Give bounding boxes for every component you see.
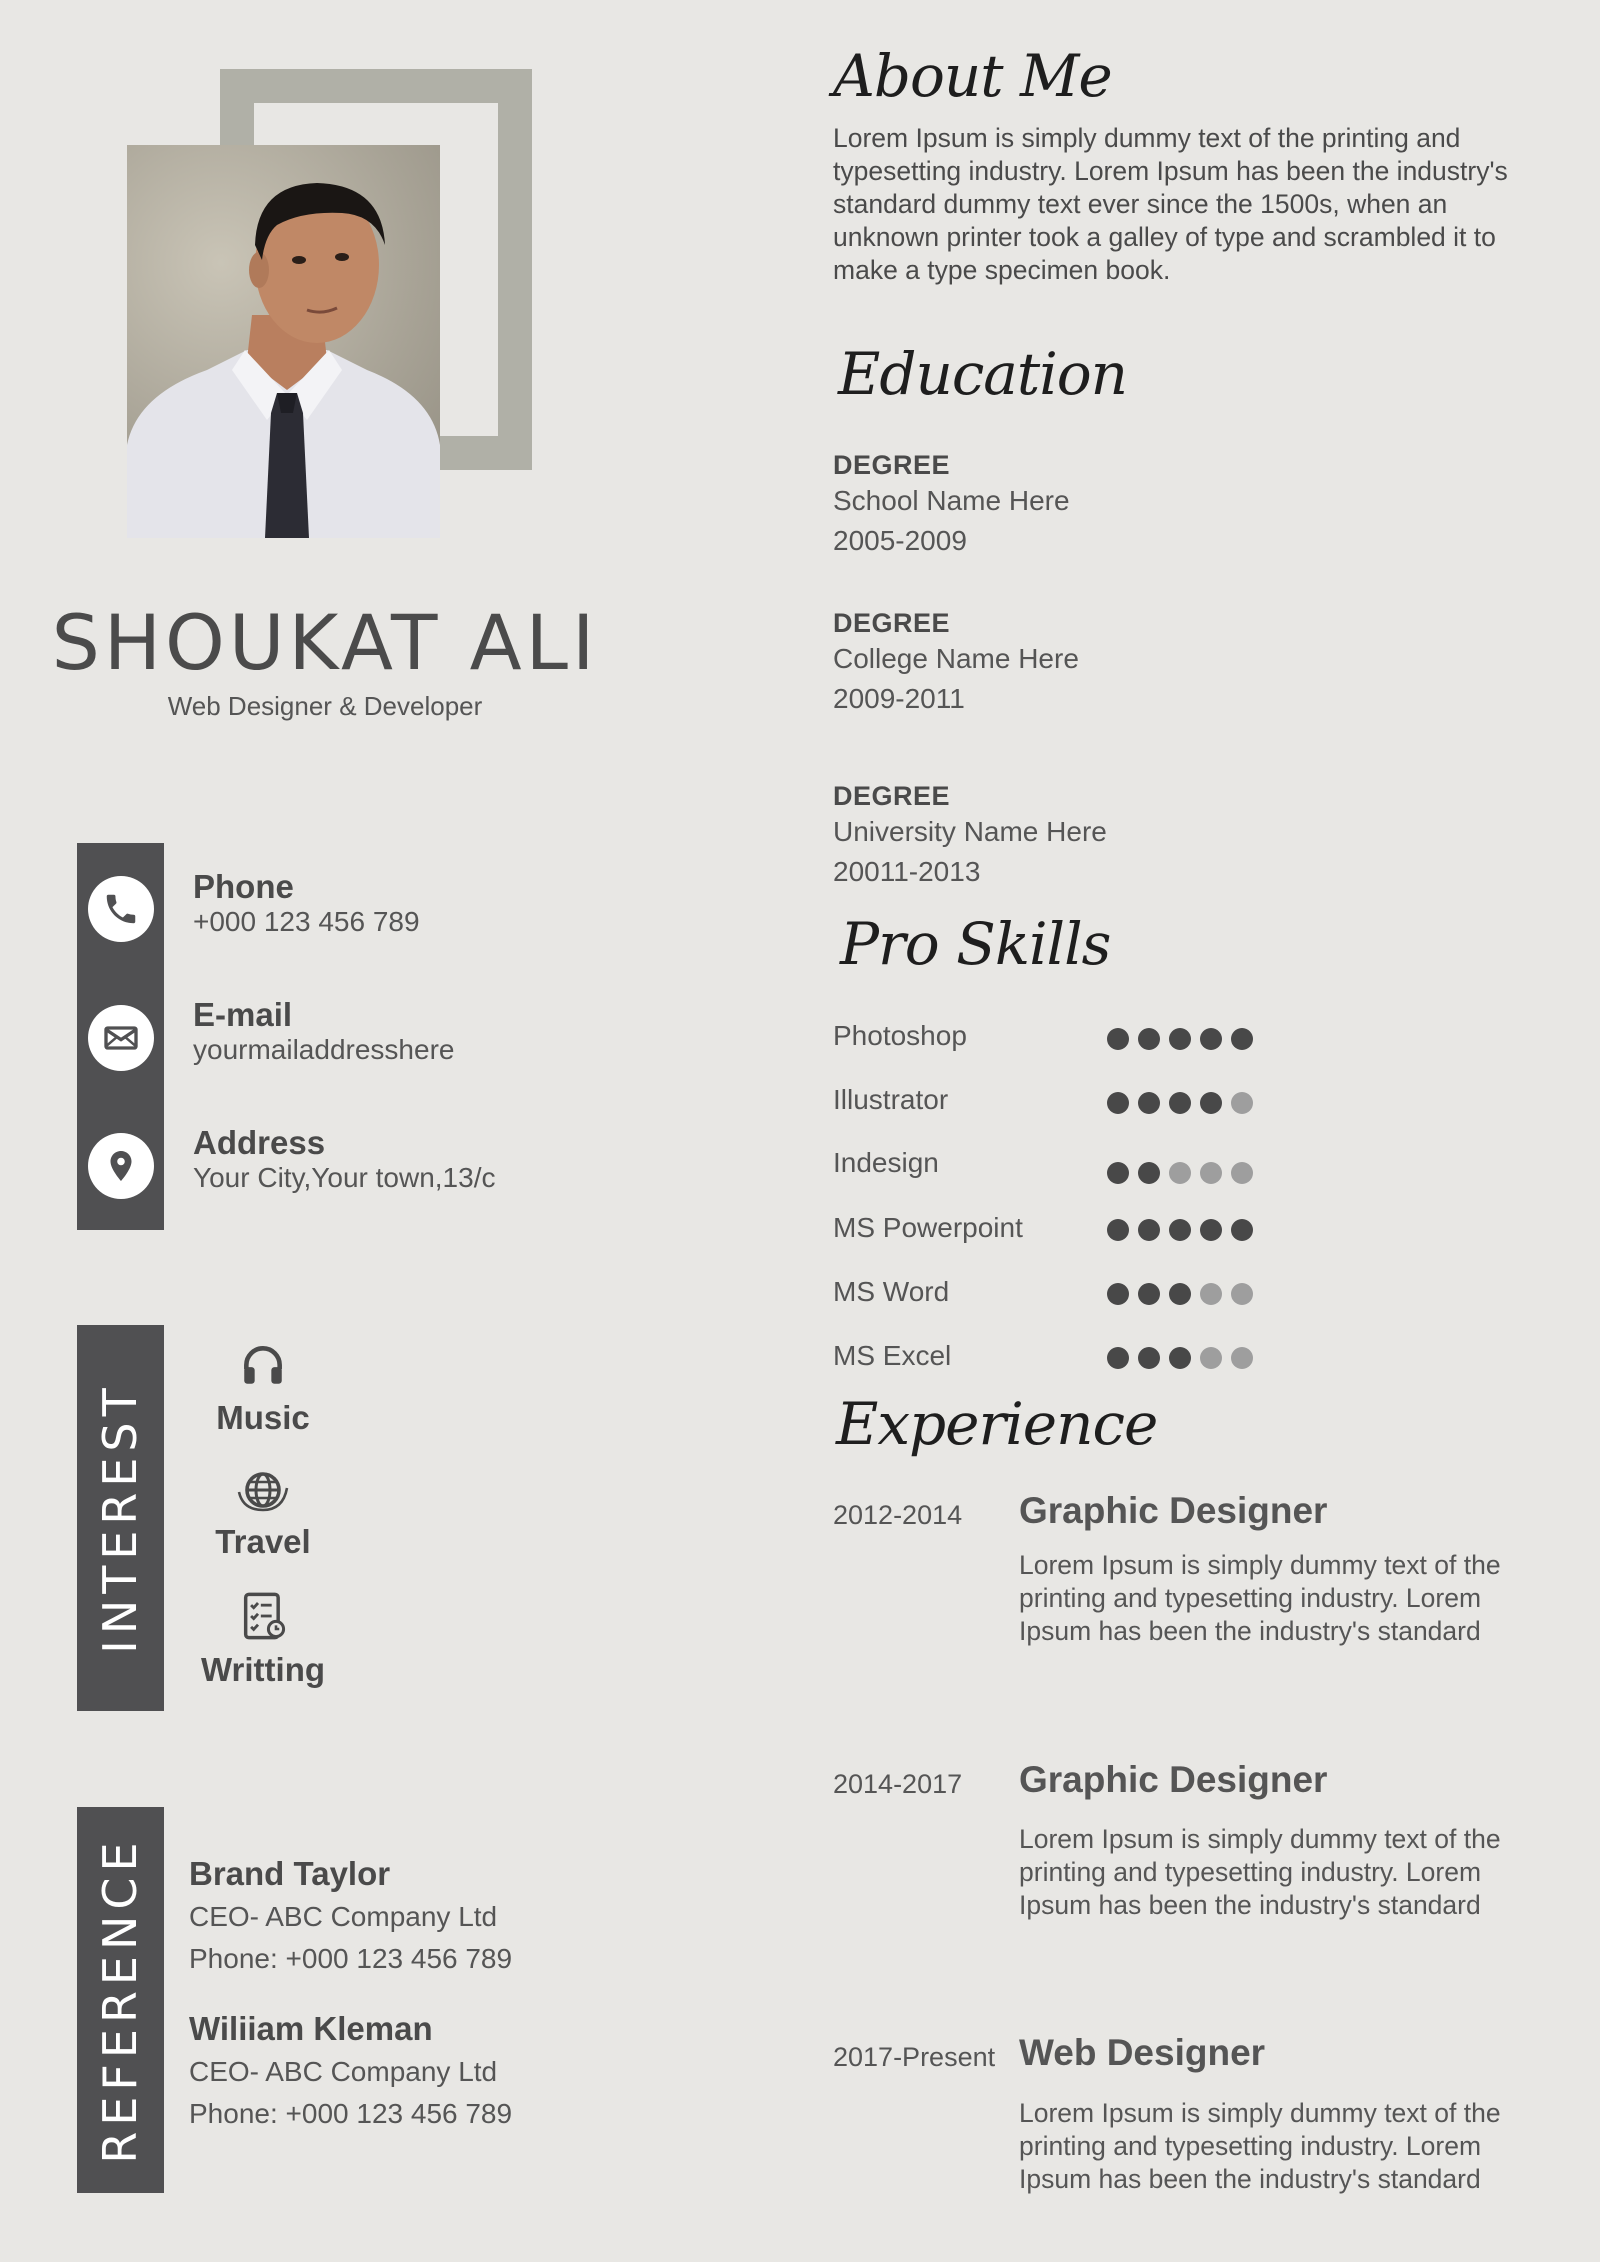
experience-description bbox=[1019, 2097, 1559, 2196]
education-years: 20011-2013 bbox=[833, 856, 981, 887]
experience-years: 2012-2014 bbox=[833, 1500, 963, 1530]
skill-dot-filled bbox=[1107, 1028, 1129, 1050]
skill-dot-filled bbox=[1107, 1347, 1129, 1369]
checklist-icon bbox=[237, 1590, 289, 1642]
experience-line: Lorem Ipsum is simply dummy text of the bbox=[1019, 1824, 1501, 1854]
interest-item-travel bbox=[148, 1466, 378, 1561]
person-name: SHOUKAT ALI bbox=[51, 598, 599, 687]
experience-line: printing and typesetting industry. Lorem bbox=[1019, 1857, 1482, 1887]
education-school: School Name Here bbox=[833, 485, 1070, 516]
interest-heading: INTEREST bbox=[93, 1382, 147, 1654]
experience-line: printing and typesetting industry. Lorem bbox=[1019, 1583, 1482, 1613]
interest-item-writing bbox=[148, 1590, 378, 1689]
contact-email bbox=[193, 996, 454, 1066]
about-line: typesetting industry. Lorem Ipsum has been the industry's bbox=[833, 156, 1508, 186]
skill-rating bbox=[1107, 1028, 1253, 1050]
education-item bbox=[833, 781, 1107, 892]
contact-phone bbox=[193, 868, 420, 938]
reference-item bbox=[189, 1855, 512, 1975]
reference-heading: REFERENCE bbox=[93, 1836, 147, 2164]
interest-label: Writting bbox=[200, 1651, 326, 1688]
skill-dot-empty bbox=[1200, 1283, 1222, 1305]
experience-years: 2014-2017 bbox=[833, 1769, 963, 1799]
contact-value: Your City,Your town,13/c bbox=[193, 1162, 496, 1193]
skill-dot-filled bbox=[1231, 1219, 1253, 1241]
contact-address bbox=[193, 1124, 495, 1194]
skill-name: Illustrator bbox=[833, 1084, 949, 1115]
reference-company: CEO- ABC Company Ltd bbox=[189, 1901, 498, 1932]
education-heading: Education bbox=[838, 340, 1128, 408]
about-heading: About Me bbox=[833, 42, 1112, 110]
skill-dot-empty bbox=[1231, 1347, 1253, 1369]
education-years: 2009-2011 bbox=[833, 683, 965, 714]
skill-name: MS Word bbox=[833, 1276, 950, 1307]
about-line: unknown printer took a galley of type and scrambled it to bbox=[833, 222, 1496, 252]
skill-dot-filled bbox=[1138, 1283, 1160, 1305]
headphones-icon bbox=[237, 1340, 289, 1390]
skill-dot-filled bbox=[1169, 1219, 1191, 1241]
contact-title: Phone bbox=[193, 868, 294, 905]
person-role: Web Designer & Developer bbox=[167, 691, 483, 721]
experience-line: Ipsum has been the industry's standard bbox=[1019, 1890, 1481, 1920]
education-item bbox=[833, 450, 1070, 561]
globe-icon bbox=[234, 1466, 292, 1514]
skill-dot-filled bbox=[1138, 1162, 1160, 1184]
skill-name: MS Powerpoint bbox=[833, 1212, 1023, 1243]
experience-title: Web Designer bbox=[1019, 2032, 1266, 2073]
experience-title: Graphic Designer bbox=[1019, 1490, 1328, 1531]
education-degree: DEGREE bbox=[833, 450, 951, 480]
about-text bbox=[833, 122, 1563, 287]
reference-phone: Phone: +000 123 456 789 bbox=[189, 2098, 513, 2129]
skill-dot-empty bbox=[1200, 1162, 1222, 1184]
experience-line: Ipsum has been the industry's standard bbox=[1019, 2164, 1481, 2194]
skill-dot-filled bbox=[1200, 1028, 1222, 1050]
skill-name: Photoshop bbox=[833, 1020, 967, 1051]
experience-title: Graphic Designer bbox=[1019, 1759, 1328, 1800]
interest-label: Travel bbox=[215, 1523, 311, 1560]
education-item bbox=[833, 608, 1079, 719]
phone-icon bbox=[88, 876, 154, 942]
skill-dot-filled bbox=[1169, 1092, 1191, 1114]
about-line: Lorem Ipsum is simply dummy text of the printing and bbox=[833, 123, 1461, 153]
profile-photo bbox=[127, 145, 440, 538]
skill-dot-filled bbox=[1169, 1347, 1191, 1369]
skill-rating bbox=[1107, 1162, 1253, 1184]
interest-item-music bbox=[148, 1340, 378, 1437]
reference-phone: Phone: +000 123 456 789 bbox=[189, 1943, 513, 1974]
experience-line: Ipsum has been the industry's standard bbox=[1019, 1616, 1481, 1646]
contact-title: E-mail bbox=[193, 996, 293, 1033]
interest-label: Music bbox=[216, 1399, 310, 1436]
location-pin-icon bbox=[88, 1133, 154, 1199]
skill-dot-filled bbox=[1138, 1092, 1160, 1114]
skill-rating bbox=[1107, 1092, 1253, 1114]
about-line: make a type specimen book. bbox=[833, 255, 1171, 285]
education-years: 2005-2009 bbox=[833, 525, 967, 556]
skill-dot-filled bbox=[1138, 1219, 1160, 1241]
reference-name: Brand Taylor bbox=[189, 1855, 391, 1892]
skill-dot-filled bbox=[1200, 1092, 1222, 1114]
reference-company: CEO- ABC Company Ltd bbox=[189, 2056, 498, 2087]
skill-dot-filled bbox=[1138, 1028, 1160, 1050]
skill-dot-filled bbox=[1107, 1283, 1129, 1305]
skill-dot-filled bbox=[1107, 1219, 1129, 1241]
contact-title: Address bbox=[193, 1124, 326, 1161]
skill-dot-filled bbox=[1169, 1283, 1191, 1305]
education-school: University Name Here bbox=[833, 816, 1107, 847]
experience-line: Lorem Ipsum is simply dummy text of the bbox=[1019, 2098, 1501, 2128]
skill-dot-empty bbox=[1231, 1092, 1253, 1114]
skill-dot-filled bbox=[1138, 1347, 1160, 1369]
skill-dot-filled bbox=[1107, 1092, 1129, 1114]
education-degree: DEGREE bbox=[833, 608, 951, 638]
skill-dot-filled bbox=[1107, 1162, 1129, 1184]
skill-rating bbox=[1107, 1219, 1253, 1241]
skill-rating bbox=[1107, 1283, 1253, 1305]
skill-rating bbox=[1107, 1347, 1253, 1369]
skill-dot-filled bbox=[1200, 1219, 1222, 1241]
about-line: standard dummy text ever since the 1500s, when an bbox=[833, 189, 1448, 219]
skill-dot-empty bbox=[1169, 1162, 1191, 1184]
skill-dot-filled bbox=[1231, 1028, 1253, 1050]
experience-description bbox=[1019, 1823, 1559, 1922]
email-icon bbox=[88, 1005, 154, 1071]
skill-dot-empty bbox=[1231, 1162, 1253, 1184]
experience-heading: Experience bbox=[836, 1390, 1158, 1458]
skill-name: Indesign bbox=[833, 1147, 939, 1178]
experience-line: printing and typesetting industry. Lorem bbox=[1019, 2131, 1482, 2161]
skill-dot-filled bbox=[1169, 1028, 1191, 1050]
skills-heading: Pro Skills bbox=[840, 910, 1111, 978]
contact-value: +000 123 456 789 bbox=[193, 906, 420, 937]
education-degree: DEGREE bbox=[833, 781, 951, 811]
education-school: College Name Here bbox=[833, 643, 1079, 674]
skill-dot-empty bbox=[1231, 1283, 1253, 1305]
skill-dot-empty bbox=[1200, 1347, 1222, 1369]
experience-description bbox=[1019, 1549, 1559, 1648]
reference-name: Wiliiam Kleman bbox=[189, 2010, 433, 2047]
experience-line: Lorem Ipsum is simply dummy text of the bbox=[1019, 1550, 1501, 1580]
reference-item bbox=[189, 2010, 512, 2130]
skill-name: MS Excel bbox=[833, 1340, 952, 1371]
contact-value: yourmailaddresshere bbox=[193, 1034, 455, 1065]
experience-years: 2017-Present bbox=[833, 2042, 996, 2072]
